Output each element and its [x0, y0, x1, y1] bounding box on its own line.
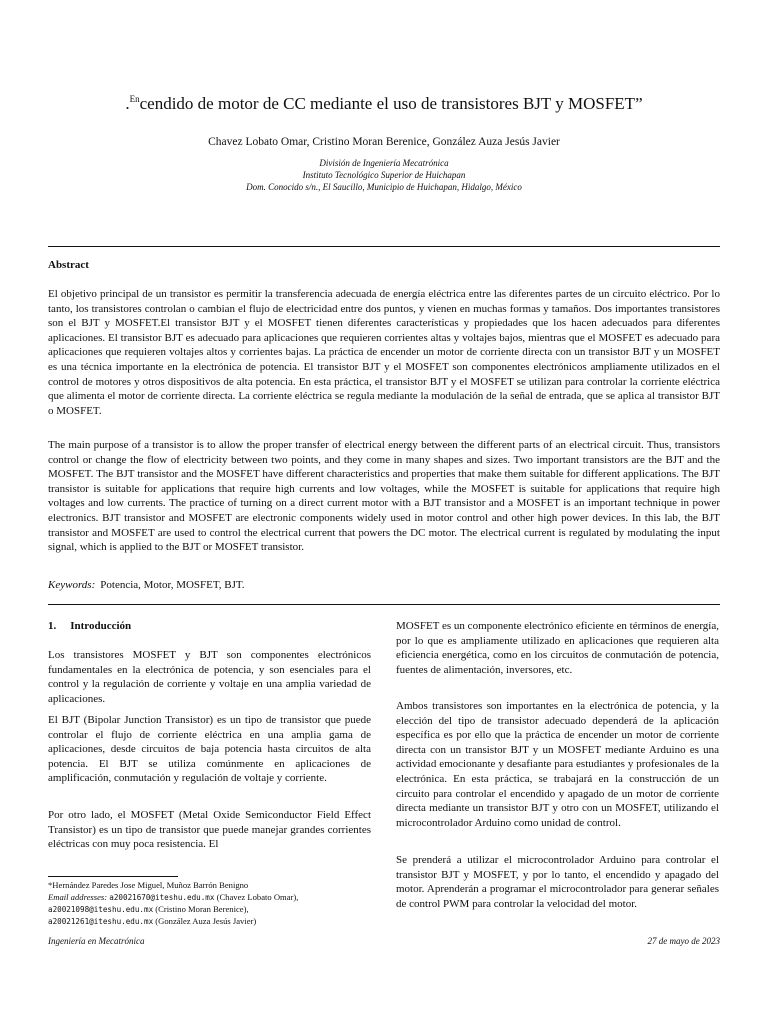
footer-journal: Ingeniería en Mecatrónica	[48, 936, 145, 946]
footnote-email-2	[48, 904, 378, 916]
affiliation-division: División de Ingeniería Mecatrónica	[319, 158, 449, 168]
intro-left-p2: El BJT (Bipolar Junction Transistor) es un tipo de transistor que puede controlar el flujo de corriente eléctrica en una amplia gama de aplicaciones, desde circuitos de baja potencia hasta circuitos de alta potencia. El BJT se utiliza comúnmente en aplicaciones de amplificación, conmutación y regulación de voltaje y corriente.	[48, 714, 371, 785]
email-owner: (Chavez Lobato Omar),	[214, 892, 299, 902]
keywords-line	[48, 579, 245, 591]
abstract-spanish: El objetivo principal de un transistor es permitir la transferencia adecuada de energía eléctrica entre las diferentes partes de un circuito eléctrico. Por lo tanto, los transistores controlan o cambian el flujo de electricidad entre dos puntos, y vienen en muchas formas y tamaños. Dos importantes transistores son el BJT y MOSFET.El transistor BJT y el MOSFET tienen diferentes características y propiedades que los hacen adecuados para diferentes aplicaciones. El transistor BJT es adecuado para aplicaciones que requieren corrientes altas y voltajes bajos, mientras que el MOSFET es adecuado para aplicaciones que requieren voltajes altos y corrientes bajas. La práctica de encender un motor de corriente directa con un transistor BJT y un MOSFET es una técnica importante en la electrónica de potencia. El transistor BJT y el MOSFET son componentes electrónicos ampliamente utilizados en el control de motores y otros dispositivos de alta potencia. En esta práctica, el transistor BJT y el MOSFET se utilizan para controlar la corriente eléctrica que alimenta el motor de corriente directa. La corriente eléctrica se regula mediante la modulación de la señal de entrada, que se aplica al transistor BJT o MOSFET.	[48, 288, 720, 417]
footer-date: 27 de mayo de 2023	[647, 936, 720, 946]
email-owner: (González Auza Jesús Javier)	[153, 916, 257, 926]
email-label: Email addresses:	[48, 892, 108, 902]
footnote-email-3	[48, 916, 378, 928]
footnote-email-1	[48, 892, 378, 904]
intro-left-p1: Los transistores MOSFET y BJT son componentes electrónicos fundamentales en la electrónica de potencia, y son esenciales para el control y la regulación de corriente y voltaje en una amplia variedad de aplicaciones.	[48, 649, 371, 705]
keywords-list: Potencia, Motor, MOSFET, BJT.	[100, 579, 245, 591]
abstract-heading: Abstract	[48, 259, 89, 271]
footnote-authors: *Hernández Paredes Jose Miguel, Muñoz Barrón Benigno	[48, 880, 249, 890]
intro-right-p1: MOSFET es un componente electrónico eficiente en términos de energía, por lo que es ampliamente utilizado en aplicaciones que requieren alta eficiencia energética, como en los circuitos de conmutación de potencia, fuentes de alimentación, inversores, etc.	[396, 620, 719, 676]
email-owner: (Cristino Moran Berenice),	[153, 904, 249, 914]
abstract-english: The main purpose of a transistor is to allow the proper transfer of electrical energy between the different parts of an electrical circuit. Thus, transistors control or change the flow of electricity between two points, and they come in many shapes and sizes. Two important transistors are the BJT and the MOSFET. The BJT transistor and the MOSFET have different characteristics and properties that make them suitable for different applications. The BJT transistor is suitable for applications that require high currents and low voltages, while the MOSFET is suitable for applications that require high voltages and low currents. The practice of turning on a direct current motor with a BJT transistor and a MOSFET is an important technique in power electronics. BJT transistor and MOSFET are electronic components widely used in motor control and other high power devices. In this lab, the BJT transistor and MOSFET are used to control the electrical current that powers the DC motor. The electrical current is regulated by modulating the input signal, which is applied to the BJT or MOSFET transistor.	[48, 439, 720, 554]
keywords-label: Keywords:	[48, 579, 96, 591]
email-address: a20021670@iteshu.edu.mx	[109, 893, 215, 902]
section-number: 1.	[48, 620, 57, 632]
top-divider	[48, 246, 720, 247]
author-list: Chavez Lobato Omar, Cristino Moran Berenice, González Auza Jesús Javier	[208, 136, 560, 148]
title-superscript: En	[129, 94, 140, 104]
paper-title: .$^{En}$cendido de motor de CC mediante el uso de transistores BJT y MOSFET”	[125, 94, 643, 113]
affiliation-institute: Instituto Tecnológico Superior de Huichapan	[302, 170, 466, 180]
intro-left-p3: Por otro lado, el MOSFET (Metal Oxide Semiconductor Field Effect Transistor) es un tipo de transistor que puede manejar grandes corrientes eléctricas con muy poca resistencia. El	[48, 809, 371, 851]
email-address: a20021098@iteshu.edu.mx	[48, 905, 154, 914]
email-address: a20021261@iteshu.edu.mx	[48, 917, 154, 926]
intro-right-p3: Se prenderá a utilizar el microcontrolador Arduino para controlar el transistor BJT y MOSFET, y por lo tanto, el encendido y apagado del motor. Aprenderán a programar el microcontrolador para generar señales de control PWM para controlar la velocidad del motor.	[396, 854, 719, 910]
abstract-bottom-divider	[48, 604, 720, 605]
footnote-divider	[48, 876, 178, 877]
intro-right-p2: Ambos transistores son importantes en la electrónica de potencia, y la elección del tipo de transistor adecuado dependerá de la aplicación específica es por ello que la práctica de encender un motor de corriente directa con un transistor BJT y un MOSFET mediante Arduino es una actividad emocionante y desafiante para estudiantes y profesionales de la electrónica. En esta práctica, se trabajará en la construcción de un circuito para controlar el encendido y apagado de un motor de corriente directa mediante un transistor BJT y otro con un MOSFET, utilizando el microcontrolador Arduino como unidad de control.	[396, 700, 719, 829]
section-heading	[48, 620, 131, 632]
section-title: Introducción	[70, 620, 132, 632]
affiliation-address: Dom. Conocido s/n., El Saucillo, Municipio de Huichapan, Hidalgo, México	[246, 182, 522, 192]
